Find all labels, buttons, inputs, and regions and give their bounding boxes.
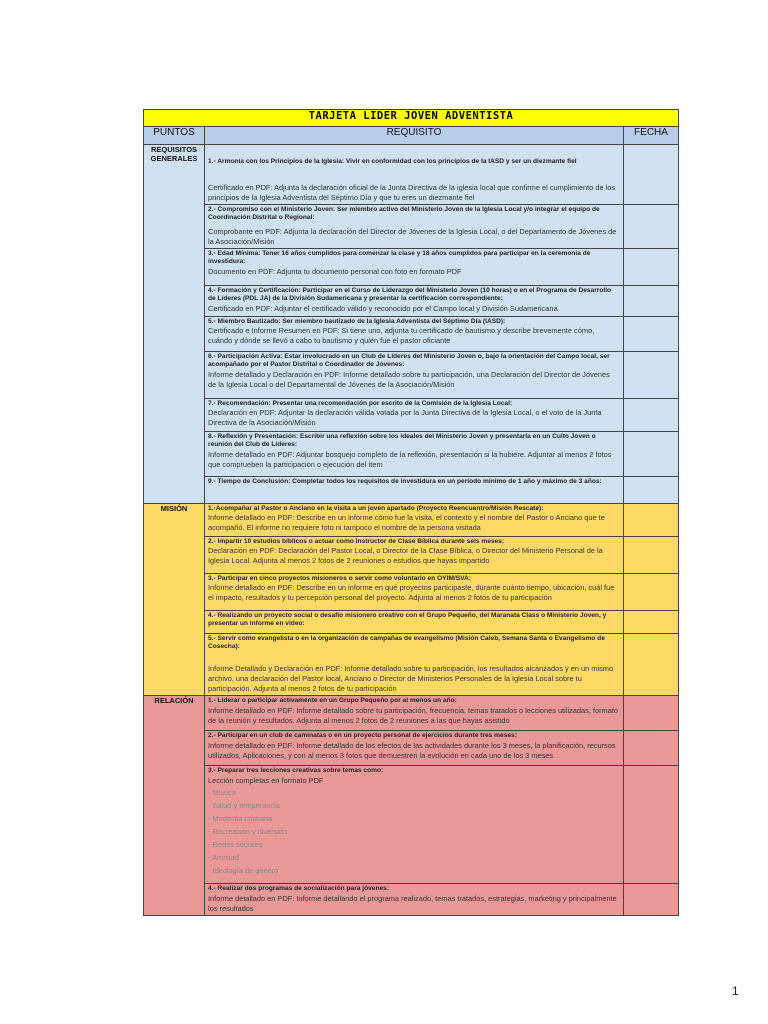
date-cell[interactable] [624,536,679,573]
header-row [144,127,679,145]
date-cell[interactable] [624,204,679,248]
requirement-row [144,765,679,883]
document-title: TARJETA LIDER JOVEN ADVENTISTA [144,110,679,127]
requirement-title: 3.- Participar en cinco proyectos misioneros o servir como voluntario en OYIM/SVA: [208,574,471,582]
date-cell[interactable] [624,248,679,285]
date-cell[interactable] [624,285,679,316]
section-label: REQUISITOS GENERALES [144,145,205,504]
requirement-row [144,633,679,695]
date-cell[interactable] [624,573,679,610]
topic-list-item: - Recreación y diversión [208,826,288,836]
requirement-title: 5.- Miembro Bautizado: Ser miembro bautizado de la Iglesia Adventista del Séptimo Día (IASD): [208,317,506,325]
header-fecha: FECHA [624,127,679,145]
date-cell[interactable] [624,476,679,503]
header-puntos: PUNTOS [144,127,205,145]
requirement-cell [205,316,624,351]
requirement-title: 5.- Servir como evangelista o en la organización de campañas de evangelismo (Misión Caleb, Semana Santa o Evangelismo de Cosecha): [208,634,605,651]
requirement-row [144,316,679,351]
requirement-evidence: Informe detallado en PDF: Describe en un informe en qué proyectos participaste, durante cuánto tiempo, ubicación, cuál fue el impacto, resultados y tu percepción personal del proyecto. Adjunta al menos 2 fotos de tu participación [208,583,615,603]
requirement-evidence: Certificado en PDF: Adjuntar el certificado válido y reconocido por el Campo local y División Sudamericana [208,303,558,313]
requirement-row [144,248,679,285]
section-label: RELACIÓN [144,695,205,915]
requirement-cell [205,351,624,398]
topic-list-item: - Ideología de género [208,865,279,875]
requirement-cell [205,730,624,765]
requirement-evidence: Comprobante en PDF: Adjunta la declaración del Director de Jóvenes de la Iglesia Local, o del Departamento de Jóvenes de la Asociación/Misión [208,226,617,246]
requirement-row [144,536,679,573]
requirement-title: 4.- Realizando un proyecto social o desafío misionero creativo con el Grupo Pequeño, del Maranata Class o Ministerio Joven, y presentar un informe en video: [208,611,607,628]
requirement-title: 1.- Armonía con los Principios de la Iglesia: Vivir en conformidad con los principios de la IASD y ser un diezmante fiel [208,158,577,165]
topic-list-item: - Música [208,787,236,797]
requirement-row [144,285,679,316]
requirement-title: 6.- Participación Activa: Estar involucrado en un Club de Líderes del Ministerio Joven o, bajo la orientación del Campo local, ser acompañado por el Pastor Distrital o Coordinador de Jóvenes: [208,352,610,369]
requirement-cell [205,145,624,205]
requirement-title: 3.- Preparar tres lecciones creativas sobre temas como: [208,766,384,774]
requirement-title: 3.- Edad Mínima: Tener 16 años cumplidos para comenzar la clase y 18 años cumplidos para participar en la ceremonia de investidura: [208,249,591,266]
requirement-title: 2.- Participar en un club de caminatas o en un proyecto personal de ejercicios durante tres meses: [208,731,517,739]
requirement-cell [205,285,624,316]
requirement-evidence: Certificado en PDF: Adjunta la declaración oficial de la Junta Directiva de la iglesia local que confirme el cumplimiento de los principios de la Iglesia Adventista del Séptimo Día y que tu eres un diezmante fiel [208,182,616,202]
requirement-evidence: Informe Detallado y Declaración en PDF: Informe detallado sobre tu participación, los resultados alcanzados y en un mismo archivo, una declaración del Pastor local, Anciano o Director de Ministerios Personales de la Iglesia Local sobre tu participación. Adjunta al menos 2 fotos de tu participación [208,663,614,693]
date-cell[interactable] [624,398,679,431]
date-cell[interactable] [624,351,679,398]
requirement-title: 1.-Acompañar al Pastor o Anciano en la visita a un joven apartado (Proyecto Reencuentro/Misión Rescate): [208,504,544,512]
requirement-cell [205,610,624,633]
requirement-row [144,351,679,398]
requirement-evidence: Informe detallado en PDF: Adjuntar bosquejo completo de la reflexión, presentación si la hubiere. Adjuntar al menos 2 fotos que comprueben la participación o ejecución del ítem [208,449,612,469]
leader-card-table [143,109,679,916]
requirement-title: 9.- Tiempo de Conclusión: Completar todos los requisitos de investidura en un período mínimo de 1 año y máximo de 3 años: [208,477,602,485]
date-cell[interactable] [624,431,679,476]
requirement-cell [205,431,624,476]
header-requisito: REQUISITO [205,127,624,145]
requirement-title: 4.- Formación y Certificación: Participar en el Curso de Liderazgo del Ministerio Joven (10 horas) o en el Programa de Desarrollo de Líderes (PDL JA) de la División Sudamericana y presentar la certificación correspondiente: [208,286,612,303]
date-cell[interactable] [624,730,679,765]
section-label: MISIÓN [144,503,205,695]
requirement-evidence: Declaración en PDF: Adjuntar la declaración válida votada por la Junta Directiva de la Iglesia Local, o el voto de la Junta Directiva de la Asociación/Misión [208,408,602,428]
date-cell[interactable] [624,145,679,205]
date-cell[interactable] [624,883,679,915]
requirement-evidence: Declaración en PDF: Declaración del Pastor Local, o Director de la Clase Bíblica, o Director del Ministerio Personal de la Iglesia Local. Adjunta al menos 2 fotos de 2 reuniones o estudios que hayas impartido [208,546,603,566]
requirement-row [144,573,679,610]
requirement-cell [205,476,624,503]
topic-list-item: - Salud y temperancia [208,800,280,810]
requirement-row [144,431,679,476]
requirement-title: 1.- Liderar o participar activamente en un Grupo Pequeño por al menos un año: [208,696,457,704]
requirement-title: 8.- Reflexión y Presentación: Escribir una reflexión sobre los ideales del Ministerio Joven y presentarla en un Culto Joven o reunión del Club de Líderes: [208,432,596,449]
date-cell[interactable] [624,503,679,536]
requirement-row [144,204,679,248]
date-cell[interactable] [624,765,679,883]
requirement-cell [205,398,624,431]
requirement-evidence: Certificado e Informe Resumen en PDF: Si tiene uno, adjunta tu certificado de bautismo y describe brevemente cómo, cuándo y dónde se llevó a cabo tu bautismo y quién fue el pastor oficiante [208,326,595,346]
requirement-evidence: Informe detallado en PDF: Informe detallado sobre tu participación, frecuencia, temas tratados o lecciones utilizadas, formato de la reunión y resultados. Adjunta al menos 2 fotos de 2 reuniones a las que hayas asistido [208,705,618,725]
date-cell[interactable] [624,633,679,695]
date-cell[interactable] [624,316,679,351]
requirement-row [144,145,679,205]
requirement-title: 7.- Recomendación: Presentar una recomendación por escrito de la Comisión de la Iglesia Local: [208,399,513,407]
topic-list-item: - Modestia cristiana [208,813,273,823]
requirement-row [144,610,679,633]
requirement-cell [205,695,624,730]
requirement-cell [205,248,624,285]
title-row [144,110,679,127]
date-cell[interactable] [624,610,679,633]
requirement-evidence: Informe detallado y Declaración en PDF: Informe detallado sobre tu participación, una Declaración del Director de Jóvenes de la Iglesia Local o del Departamental de Jóvenes de la Asociación/Misión [208,369,610,389]
requirement-evidence: Documento en PDF: Adjunta tu documento personal con foto en formato PDF [208,266,462,276]
requirement-cell [205,633,624,695]
requirement-row [144,503,679,536]
requirement-row [144,883,679,915]
requirement-title: 2.- Compromiso con el Ministerio Joven: Ser miembro activo del Ministerio Joven de la Iglesia Local y/o integrar el equipo de Coordinación Distrital o Regional: [208,205,600,222]
requirement-cell [205,765,624,883]
requirement-evidence: Informe detallado en PDF: Informe detallando el programa realizado, temas tratados, estrategias, marketing y principalmente los resultados [208,893,617,913]
requirement-cell [205,503,624,536]
page-number: 1 [732,984,739,998]
requirement-row [144,730,679,765]
requirement-cell [205,573,624,610]
requirement-evidence: Lección completas en formato PDF [208,775,324,785]
requirement-cell [205,204,624,248]
topic-list-item: - Amistad [208,852,239,862]
topic-list-item: - Redes sociales [208,839,263,849]
requirement-cell [205,883,624,915]
requirement-title: 2.- Impartir 10 estudios bíblicos o actuar como Instructor de Clase Bíblica durante seis meses: [208,537,505,545]
requirement-row [144,695,679,730]
date-cell[interactable] [624,695,679,730]
requirement-row [144,476,679,503]
requirement-evidence: Informe detallado en PDF: Describe en un informe cómo fue la visita, el contexto y el nombre del Pastor o Anciano que te acompañó. El informe no requiere foto ni tampoco el nombre de la persona visitada [208,513,605,533]
requirement-cell [205,536,624,573]
requirement-evidence: Informe detallado en PDF: Informe detallado de los efectos de las actividades durante los 3 meses, la planificación, recursos utilizados, Aplicaciones, y con al menos 3 fotos que demuestren la evolución en cada uno de los 3 meses [208,740,616,760]
requirement-row [144,398,679,431]
requirement-title: 4.- Realizar dos programas de socialización para jóvenes: [208,884,390,892]
